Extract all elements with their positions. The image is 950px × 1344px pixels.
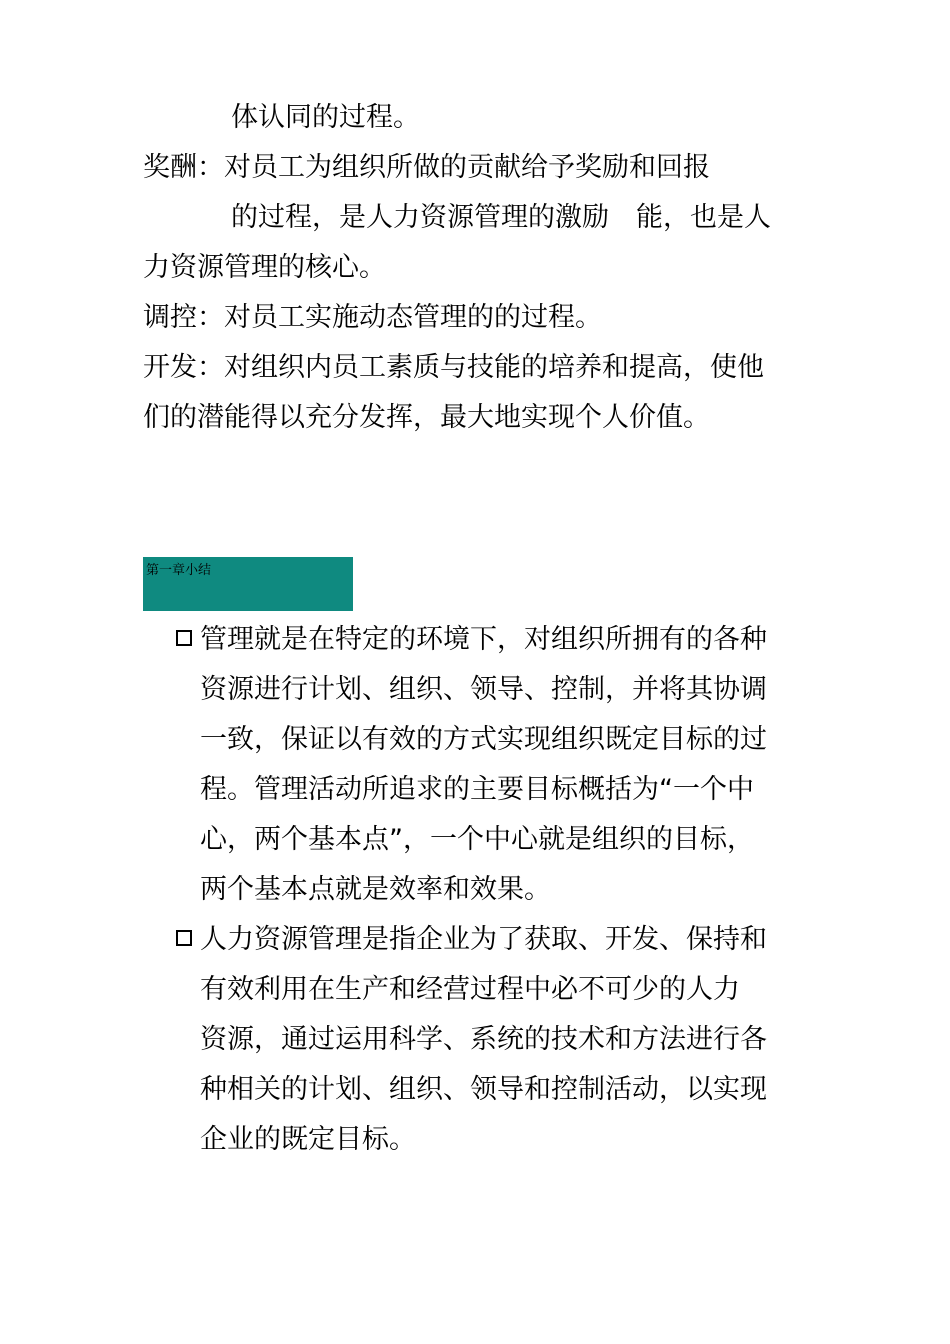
bullet-line: 企业的既定目标。 [200,1124,416,1155]
bullet-line: 程。管理活动所追求的主要目标概括为“一个中 [200,774,754,805]
bullet-line: 人力资源管理是指企业为了获取、开发、保持和 [200,924,767,955]
bullet-line: 有效利用在生产和经营过程中必不可少的人力 [200,974,740,1005]
bullet-line: 两个基本点就是效率和效果。 [200,874,551,905]
section-heading: 第一章小结 [146,563,212,578]
section-heading-bar [143,557,353,611]
checkbox-bullet-icon [176,630,192,646]
paragraph-line: 开发：对组织内员工素质与技能的培养和提高，使他 [143,352,764,383]
paragraph-line: 力资源管理的核心。 [143,252,386,283]
paragraph-line: 们的潜能得以充分发挥，最大地实现个人价值。 [143,402,710,433]
bullet-line: 资源进行计划、组织、领导、控制，并将其协调 [200,674,767,705]
bullet-line: 资源，通过运用科学、系统的技术和方法进行各 [200,1024,767,1055]
paragraph-line: 调控：对员工实施动态管理的的过程。 [143,302,602,333]
checkbox-bullet-icon [176,930,192,946]
paragraph-line: 的过程，是人力资源管理的激励 能，也是人 [231,202,771,233]
bullet-line: 种相关的计划、组织、领导和控制活动，以实现 [200,1074,767,1105]
paragraph-line: 奖酬：对员工为组织所做的贡献给予奖励和回报 [143,152,710,183]
bullet-line: 管理就是在特定的环境下，对组织所拥有的各种 [200,624,767,655]
bullet-line: 一致，保证以有效的方式实现组织既定目标的过 [200,724,767,755]
paragraph-line: 体认同的过程。 [231,102,420,133]
bullet-line: 心，两个基本点”，一个中心就是组织的目标， [200,824,754,855]
